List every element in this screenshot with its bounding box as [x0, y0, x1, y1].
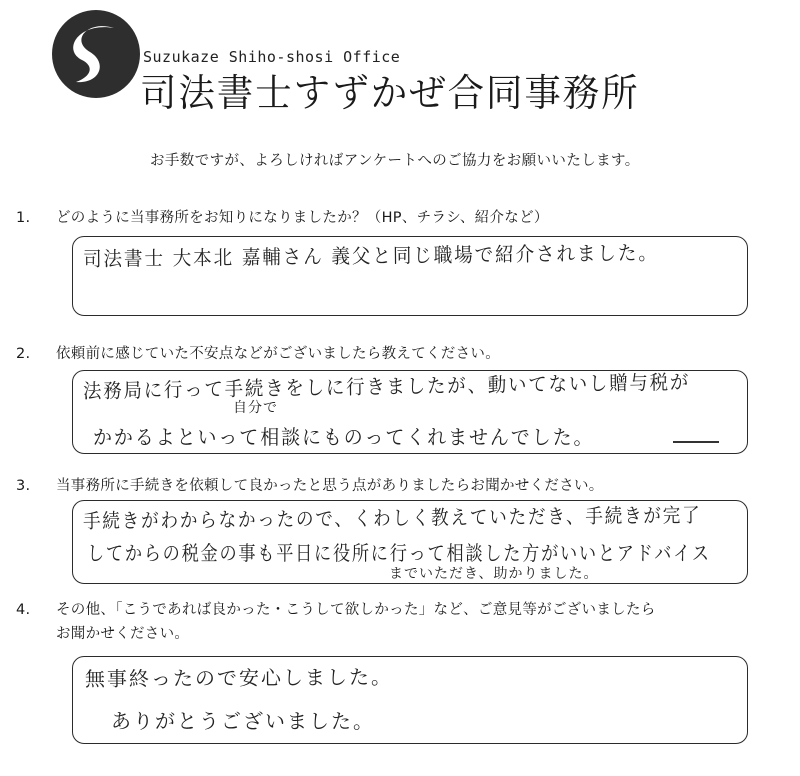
answer-box-3[interactable]	[72, 500, 748, 584]
handwritten-answer-line: 法務局に行って手続きをしに行きましたが、動いてないし贈与税が	[82, 369, 691, 403]
signature-mark	[673, 419, 719, 443]
handwritten-insertion: 自分で	[233, 400, 278, 416]
question-1	[16, 206, 549, 230]
answer-box-2[interactable]	[72, 370, 748, 454]
answer-box-4[interactable]	[72, 656, 748, 744]
question-text: 依頼前に感じていた不安点などがございましたら教えてください。	[56, 346, 500, 362]
answer-box-1[interactable]	[72, 236, 748, 316]
survey-intro: お手数ですが、よろしければアンケートへのご協力をお願いいたします。	[150, 153, 640, 169]
handwritten-answer-line: 司法書士 大本北 嘉輔さん 義父と同じ職場で紹介されました。	[82, 240, 659, 271]
question-2	[16, 342, 500, 366]
question-number: 3.	[16, 478, 31, 494]
handwritten-answer-line: 手続きがわからなかったので、くわしく教えていただき、手続きが完了	[82, 502, 702, 533]
question-number: 1.	[16, 210, 31, 226]
handwritten-answer-line: までいただき、助かりました。	[389, 566, 599, 582]
question-text: どのように当事務所をお知りになりましたか？（HP、チラシ、紹介など）	[56, 210, 549, 226]
question-number: 2.	[16, 346, 31, 362]
office-name-japanese: 司法書士すずかぜ合同事務所	[140, 71, 640, 115]
handwritten-answer-line: 無事終ったので安心しました。	[84, 664, 394, 691]
handwritten-answer-line: かかるよといって相談にものってくれませんでした。	[93, 425, 595, 449]
office-name-english: Suzukaze Shiho-shosi Office	[143, 48, 401, 66]
question-number: 4.	[16, 602, 31, 618]
question-text: その他、「こうであれば良かった・こうして欲しかった」など、ご意見等がございましたら	[56, 602, 656, 618]
question-4	[16, 598, 656, 646]
question-text: 当事務所に手続きを依頼して良かったと思う点がありましたらお聞かせください。	[56, 478, 604, 494]
question-3	[16, 474, 604, 498]
office-logo	[48, 6, 144, 102]
handwritten-answer-line: してからの税金の事も平日に役所に行って相談した方がいいとアドバイス	[87, 541, 711, 565]
handwritten-answer-line: ありがとうございました。	[111, 709, 375, 733]
question-text-continued: お聞かせください。	[56, 626, 190, 642]
